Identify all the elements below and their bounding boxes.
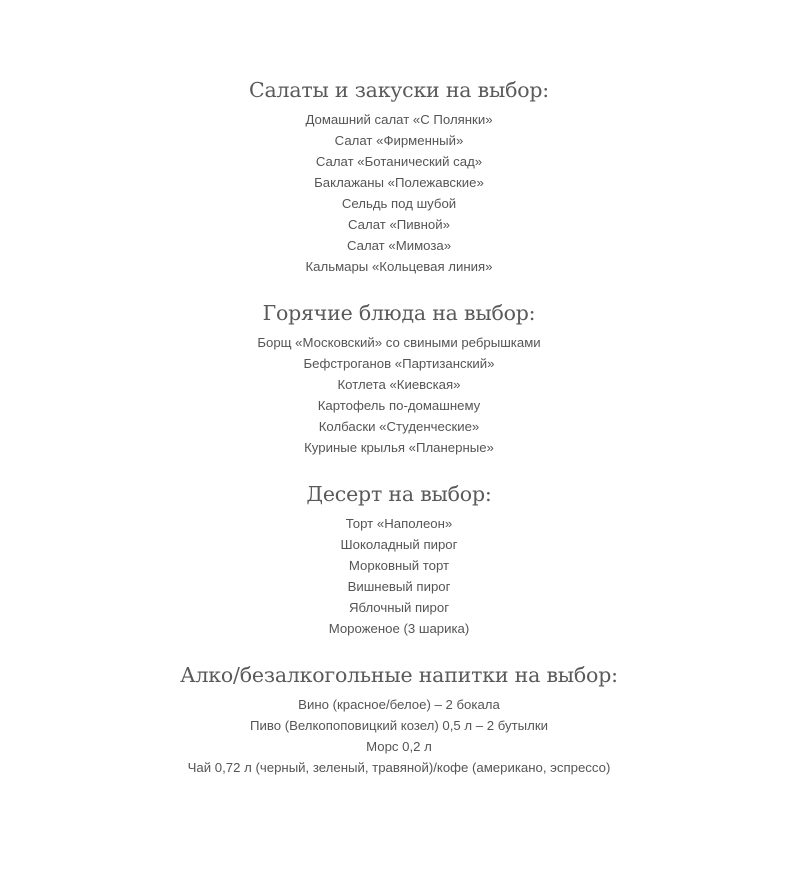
section-hot-dishes xyxy=(0,299,798,458)
menu xyxy=(0,76,798,800)
menu-item: Мороженое (3 шарика) xyxy=(328,621,470,636)
menu-item: Яблочный пирог xyxy=(348,600,450,615)
menu-item: Вишневый пирог xyxy=(347,579,451,594)
menu-item: Сельдь под шубой xyxy=(341,196,457,211)
section-salads xyxy=(0,76,798,277)
menu-item: Чай 0,72 л (черный, зеленый, травяной)/кофе (американо, эспрессо) xyxy=(187,760,611,775)
menu-item: Салат «Фирменный» xyxy=(334,133,464,148)
item-list xyxy=(0,694,798,778)
menu-item: Кальмары «Кольцевая линия» xyxy=(305,259,493,274)
menu-item: Пиво (Велкопоповицкий козел) 0,5 л – 2 бутылки xyxy=(250,718,548,733)
section-drinks xyxy=(0,661,798,778)
section-title: Алко/безалкогольные напитки на выбор: xyxy=(180,663,618,687)
menu-item: Салат «Ботанический сад» xyxy=(315,154,483,169)
menu-item: Морс 0,2 л xyxy=(366,739,432,754)
menu-item: Бефстроганов «Партизанский» xyxy=(303,356,495,371)
menu-item: Морковный торт xyxy=(348,558,450,573)
menu-item: Картофель по-домашнему xyxy=(317,398,481,413)
item-list xyxy=(0,109,798,277)
menu-item: Вино (красное/белое) – 2 бокала xyxy=(298,697,500,712)
menu-item: Куриные крылья «Планерные» xyxy=(304,440,494,455)
menu-item: Салат «Пивной» xyxy=(348,217,450,232)
menu-item: Борщ «Московский» со свиными ребрышками xyxy=(257,335,541,350)
menu-item: Салат «Мимоза» xyxy=(346,238,452,253)
menu-item: Торт «Наполеон» xyxy=(345,516,453,531)
section-dessert xyxy=(0,480,798,639)
section-title: Десерт на выбор: xyxy=(306,482,492,506)
section-title: Горячие блюда на выбор: xyxy=(262,301,536,325)
menu-item: Баклажаны «Полежавские» xyxy=(314,175,484,190)
item-list xyxy=(0,332,798,458)
menu-item: Котлета «Киевская» xyxy=(337,377,461,392)
item-list xyxy=(0,513,798,639)
section-title: Салаты и закуски на выбор: xyxy=(248,78,550,102)
menu-item: Домашний салат «С Полянки» xyxy=(305,112,493,127)
menu-item: Шоколадный пирог xyxy=(340,537,458,552)
menu-item: Колбаски «Студенческие» xyxy=(318,419,480,434)
